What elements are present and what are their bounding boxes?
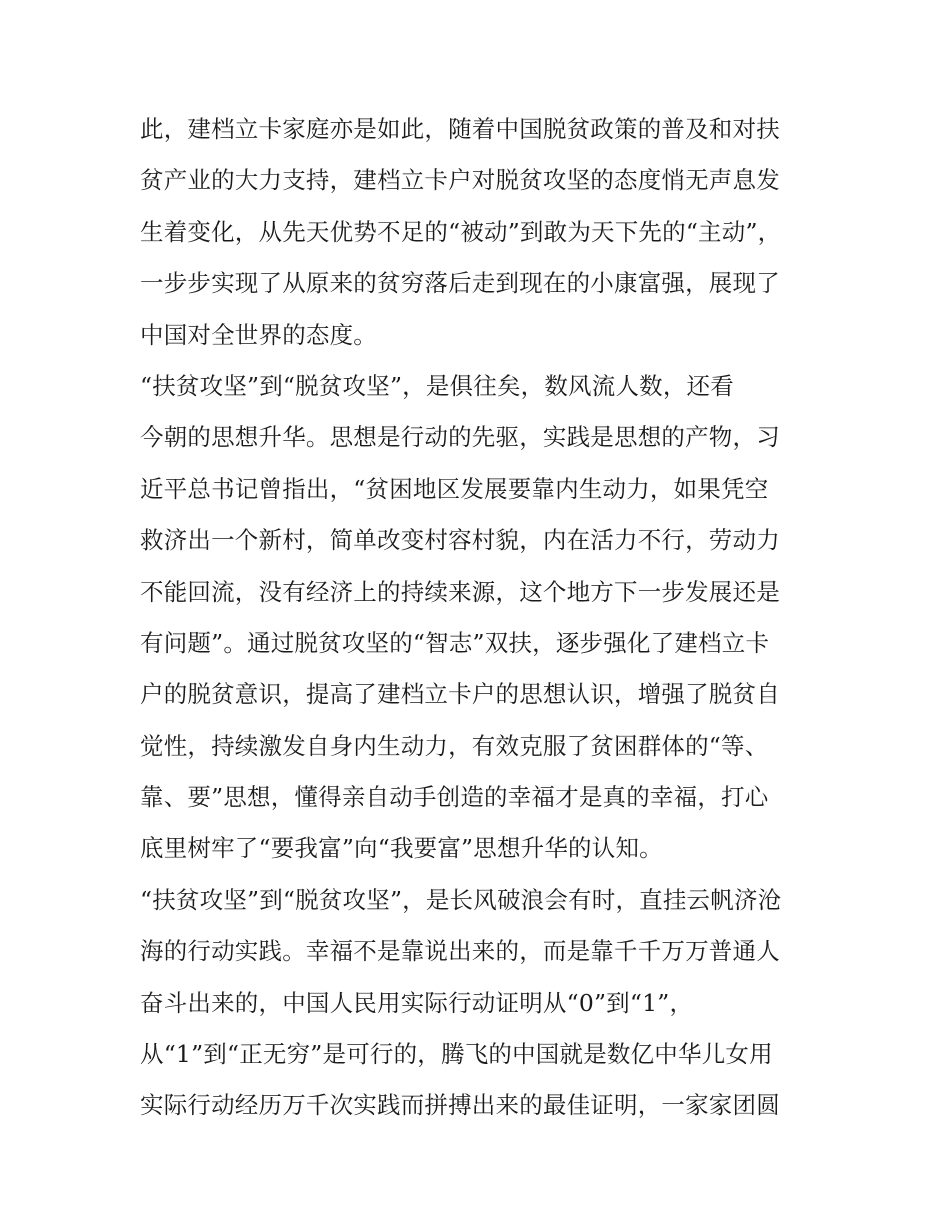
text-line: 实际行动经历万千次实践而拼搏出来的最佳证明，一家家团圆 [140, 1091, 780, 1120]
text-line: 贫产业的大力支持，建档立卡户对脱贫攻坚的态度悄无声息发 [140, 166, 780, 195]
text-line: 今朝的思想升华。思想是行动的先驱，实践是思想的产物，习 [140, 423, 780, 452]
text-line: 奋斗出来的，中国人民用实际行动证明从“0”到“1”， [140, 988, 694, 1017]
text-line: 一步步实现了从原来的贫穷落后走到现在的小康富强，展现了 [140, 269, 780, 298]
text-line: 生着变化，从先天优势不足的“被动”到敢为天下先的“主动”， [140, 217, 782, 246]
text-line: 有问题”。通过脱贫攻坚的“智志”双扶，逐步强化了建档立卡 [140, 628, 770, 657]
text-line: “扶贫攻坚”到“脱贫攻坚”，是长风破浪会有时，直挂云帆济沧 [140, 885, 782, 914]
text-line: 海的行动实践。幸福不是靠说出来的，而是靠千千万万普通人 [140, 937, 780, 966]
text-line: 不能回流，没有经济上的持续来源，这个地方下一步发展还是 [140, 577, 780, 606]
text-line: 底里树牢了“要我富”向“我要富”思想升华的认知。 [140, 834, 663, 863]
text-line: “扶贫攻坚”到“脱贫攻坚”，是俱往矣，数风流人数，还看 [140, 371, 734, 400]
text-line: 此，建档立卡家庭亦是如此，随着中国脱贫政策的普及和对扶 [140, 115, 780, 143]
text-line: 中国对全世界的态度。 [140, 320, 377, 349]
text-line: 靠、要”思想，懂得亲自动手创造的幸福才是真的幸福，打心 [140, 783, 769, 812]
text-line: 从“1”到“正无穷”是可行的，腾飞的中国就是数亿中华儿女用 [140, 1040, 773, 1069]
text-line: 近平总书记曾指出，“贫困地区发展要靠内生动力，如果凭空 [140, 474, 769, 503]
text-line: 户的脱贫意识，提高了建档立卡户的思想认识，增强了脱贫自 [140, 680, 780, 709]
body-text [140, 104, 820, 1132]
text-line: 救济出一个新村，简单改变村容村貌，内在活力不行，劳动力 [140, 526, 780, 555]
text-line: 觉性，持续激发自身内生动力，有效克服了贫困群体的“等、 [140, 731, 769, 760]
